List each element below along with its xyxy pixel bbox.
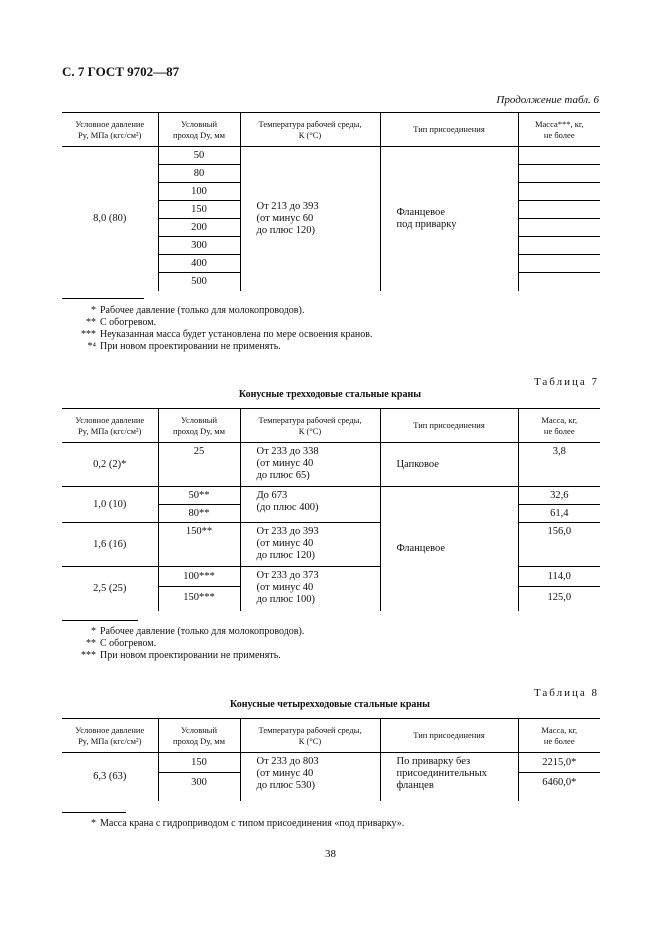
footnote-mark: ***	[81, 329, 96, 340]
col-pressure-2: Py, МПа (кгс/см²)	[78, 129, 142, 140]
col-mass-2: не более	[543, 129, 575, 140]
t7-temp-line: (до плюс 400)	[256, 502, 319, 513]
t7-temp	[240, 487, 380, 523]
table-8	[62, 718, 600, 801]
footnote-text: С обогревом.	[100, 638, 157, 649]
footnote	[52, 650, 304, 662]
t7-pressure: 1,0 (10)	[62, 487, 158, 523]
footnote-mark: **	[86, 317, 96, 328]
t7-diameter: 100***	[159, 567, 240, 587]
t6-mass	[518, 183, 600, 201]
t8-diameter: 300	[158, 773, 240, 801]
footnote	[52, 626, 304, 638]
table-7-number: Таблица 7	[533, 376, 599, 388]
t8-connection	[380, 753, 518, 801]
footnote	[52, 818, 404, 830]
t6-mass	[518, 237, 600, 255]
table-header-row	[62, 719, 600, 753]
footnote-text: Рабочее давление (только для молокопроводов).	[100, 305, 305, 316]
t7-temp	[240, 443, 380, 487]
col-mass-1: Масса, кг,	[541, 414, 578, 425]
col-temp-1: Температура рабочей среды,	[258, 118, 362, 129]
t6-diameter: 500	[158, 273, 240, 291]
t7-temp	[240, 523, 380, 567]
footnote-mark: *	[91, 305, 96, 316]
col-temp-2: К (°С)	[298, 735, 322, 746]
footnote-text: Масса крана с гидроприводом с типом присоединения «под приварку».	[100, 818, 405, 829]
t6-diameter: 300	[158, 237, 240, 255]
t8-temp-line: (от минус 40	[256, 768, 314, 779]
t8-temp	[240, 753, 380, 801]
col-mass-2: не более	[543, 735, 575, 746]
t7-connection: Цапковое	[380, 443, 518, 487]
t6-temp	[240, 147, 380, 291]
t7-temp	[240, 567, 380, 612]
t8-pressure: 6,3 (63)	[93, 770, 127, 782]
col-pressure-2: Py, МПа (кгс/см²)	[78, 735, 142, 746]
col-temp-1: Температура рабочей среды,	[258, 414, 362, 425]
t7-temp-line: (от минус 40	[256, 458, 314, 469]
t6-pressure: 8,0 (80)	[93, 212, 127, 224]
col-connection: Тип присоединения	[380, 409, 518, 443]
t7-temp-line: до плюс 65)	[256, 470, 310, 481]
t6-mass	[518, 201, 600, 219]
t7-mass: 114,0	[519, 567, 601, 587]
t7-temp-line: до плюс 100)	[256, 594, 315, 605]
t6-connection-1: Фланцевое	[396, 206, 445, 218]
table-header-row	[62, 113, 600, 147]
footnote-mark: *⁴	[87, 341, 96, 352]
t8-mass: 2215,0*	[518, 753, 600, 773]
page-title: С. 7 ГОСТ 9702—87	[62, 64, 180, 79]
t6-diameter: 400	[158, 255, 240, 273]
footnote-mark: **	[86, 638, 96, 649]
table-7-title: Конусные трехходовые стальные краны	[238, 389, 422, 400]
t6-diameter: 200	[158, 219, 240, 237]
t7-diameter-split	[158, 567, 240, 612]
t7-diameter: 50**	[158, 487, 240, 505]
col-connection: Тип присоединения	[380, 113, 518, 147]
t6-mass	[518, 147, 600, 165]
footnote-rule	[62, 620, 138, 621]
t6-connection	[380, 147, 518, 291]
col-connection: Тип присоединения	[380, 719, 518, 753]
col-temp-2: К (°С)	[298, 129, 322, 140]
col-diameter-1: Условный	[180, 414, 218, 425]
t7-mass: 156,0	[518, 523, 600, 567]
page-number: 38	[325, 848, 336, 860]
footnote-text: С обогревом.	[100, 317, 157, 328]
t7-temp-line: До 673	[256, 490, 288, 501]
t8-mass: 6460,0*	[518, 773, 600, 801]
t6-temp-2: (от минус 60	[256, 212, 314, 224]
t8-temp-line: до плюс 530)	[256, 780, 315, 791]
col-pressure-1: Условное давление	[75, 724, 145, 735]
col-diameter-1: Условный	[180, 724, 218, 735]
footnote-text: При новом проектировании не применять.	[100, 650, 281, 661]
t8-connection-line: По приварку без	[396, 756, 471, 767]
t8-diameter: 150	[158, 753, 240, 773]
col-mass-2: не более	[543, 425, 575, 436]
t6-mass	[518, 219, 600, 237]
t8-connection-line: фланцев	[396, 780, 434, 791]
col-diameter-2: проход Dy, мм	[172, 425, 226, 436]
t6-mass	[518, 165, 600, 183]
footnote-rule	[62, 298, 144, 299]
footnote-mark: ***	[81, 650, 96, 661]
t7-temp-line: (от минус 40	[256, 582, 314, 593]
t7-temp-line: (от минус 40	[256, 538, 314, 549]
t6-mass	[518, 273, 600, 291]
footnote	[52, 638, 304, 650]
t7-pressure: 1,6 (16)	[62, 523, 158, 567]
t7-mass: 125,0	[547, 592, 572, 603]
footnote-mark: *	[91, 818, 96, 829]
col-diameter-2: проход Dy, мм	[172, 735, 226, 746]
t7-footnotes	[52, 626, 304, 662]
t8-temp-line: От 233 до 803	[256, 756, 319, 767]
t7-diameter: 150**	[158, 523, 240, 567]
t7-temp-line: до плюс 120)	[256, 550, 315, 561]
t7-mass: 32,6	[518, 487, 600, 505]
t7-mass-split	[518, 567, 600, 612]
t6-diameter: 50	[158, 147, 240, 165]
t7-temp-line: От 233 до 338	[256, 446, 319, 457]
t6-diameter: 80	[158, 165, 240, 183]
col-pressure-1: Условное давление	[75, 414, 145, 425]
footnote	[52, 341, 372, 353]
col-temp-2: К (°С)	[298, 425, 322, 436]
footnote-text: При новом проектировании не применять.	[100, 341, 281, 352]
t7-connection: Фланцевое	[380, 487, 518, 612]
table-6	[62, 112, 600, 291]
footnote-text: Неуказанная масса будет установлена по мере освоения кранов.	[100, 329, 373, 340]
t7-mass: 3,8	[518, 443, 600, 487]
col-mass-1: Масса, кг,	[541, 724, 578, 735]
footnote	[52, 329, 372, 341]
t7-diameter: 80**	[158, 505, 240, 523]
t8-footnotes	[52, 818, 404, 830]
t6-mass	[518, 255, 600, 273]
col-mass-1: Масса***, кг,	[534, 118, 584, 129]
footnote	[52, 305, 372, 317]
col-diameter-2: проход Dy, мм	[172, 129, 226, 140]
t7-temp-line: От 233 до 393	[256, 526, 319, 537]
t6-diameter: 150	[158, 201, 240, 219]
table-header-row	[62, 409, 600, 443]
continuation-label: Продолжение табл. 6	[496, 94, 599, 106]
col-temp-1: Температура рабочей среды,	[258, 724, 362, 735]
t8-connection-line: присоединительных	[396, 768, 487, 779]
col-diameter-1: Условный	[180, 118, 218, 129]
footnote-rule	[62, 812, 126, 813]
t7-diameter: 150***	[183, 592, 215, 603]
t6-temp-3: до плюс 120)	[256, 224, 315, 236]
t7-pressure: 0,2 (2)*	[62, 443, 158, 487]
t6-diameter: 100	[158, 183, 240, 201]
t7-temp-line: От 233 до 373	[256, 570, 319, 581]
t6-connection-2: под приварку	[396, 218, 457, 230]
col-pressure-1: Условное давление	[75, 118, 145, 129]
footnote	[52, 317, 372, 329]
table-8-title: Конусные четырехходовые стальные краны	[230, 699, 430, 710]
t6-temp-1: От 213 до 393	[256, 200, 319, 212]
t7-mass: 61,4	[518, 505, 600, 523]
table-7	[62, 408, 600, 611]
t7-pressure: 2,5 (25)	[93, 583, 127, 594]
table-8-number: Таблица 8	[533, 687, 599, 699]
footnote-mark: *	[91, 626, 96, 637]
col-pressure-2: Py, МПа (кгс/см²)	[78, 425, 142, 436]
t6-footnotes	[52, 305, 372, 353]
footnote-text: Рабочее давление (только для молокопроводов).	[100, 626, 305, 637]
t7-diameter: 25	[158, 443, 240, 487]
